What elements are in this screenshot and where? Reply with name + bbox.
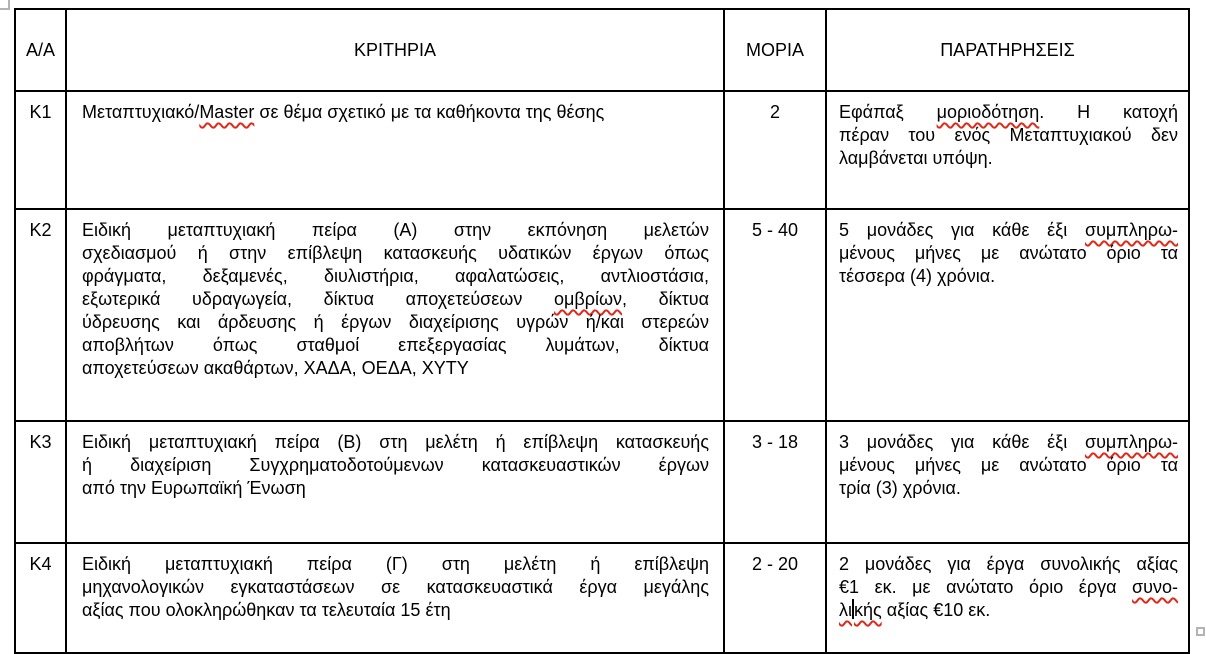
- header-cell-criteria: ΚΡΙΤΗΡΙΑ: [66, 9, 724, 91]
- text-line: [82, 288, 709, 311]
- text-line: [839, 599, 1178, 622]
- row-id-cell: K2: [15, 209, 66, 421]
- header-cell-points: ΜΟΡΙΑ: [724, 9, 826, 91]
- table-resize-handle-icon[interactable]: [1196, 627, 1205, 636]
- header-cell-aa: Α/Α: [15, 9, 66, 91]
- criteria-cell: [66, 543, 724, 653]
- remarks-cell: [826, 209, 1189, 421]
- text-segment: αξίας που ολοκληρώθηκαν τα τελευταία 15 έτη: [82, 600, 451, 620]
- text-line: [839, 265, 1178, 288]
- text-segment: αποβλήτων όπως σταθμοί επεξεργασίας λυμάτων, δίκτυα: [82, 335, 709, 355]
- text-segment: εξωτερικά υδραγωγεία, δίκτυα αποχετεύσεων: [82, 289, 554, 309]
- table-move-handle-icon[interactable]: [0, 0, 10, 10]
- text-line: [82, 334, 709, 357]
- text-segment: από την Ευρωπαϊκή Ένωση: [82, 478, 306, 498]
- text-segment: αξίας €10 εκ.: [881, 600, 991, 620]
- table-row: [15, 91, 1189, 209]
- text-segment: σχεδιασμού ή στην επίβλεψη κατασκευής υδατικών έργων όπως: [82, 243, 709, 263]
- criteria-cell: [66, 91, 724, 209]
- remarks-cell: [826, 543, 1189, 653]
- criteria-cell: [66, 421, 724, 543]
- text-segment: Ειδική μεταπτυχιακή πείρα (Γ) στη μελέτη ή επίβλεψη: [82, 554, 709, 574]
- text-line: [82, 454, 709, 477]
- text-line: [82, 265, 709, 288]
- text-segment: τέσσερα (4) χρόνια.: [839, 266, 996, 286]
- text-line: [839, 124, 1178, 147]
- text-line: [82, 101, 709, 124]
- text-line: [839, 576, 1178, 599]
- table-body: [15, 91, 1189, 653]
- table-header-row: [15, 9, 1189, 91]
- misspelled-word: κής: [854, 600, 882, 620]
- row-id-cell: K1: [15, 91, 66, 209]
- text-line: [839, 147, 1178, 170]
- text-segment: μένους μήνες με ανώτατο όριο τα: [839, 243, 1178, 263]
- points-cell: 3 - 18: [724, 421, 826, 543]
- text-segment: Εφάπαξ: [839, 102, 937, 122]
- text-segment: μένους μήνες με ανώτατο όριο τα: [839, 455, 1178, 475]
- text-segment: €1 εκ. με ανώτατο όριο έργα: [839, 577, 1133, 597]
- text-line: [82, 576, 709, 599]
- text-segment: Μεταπτυχιακό/: [82, 102, 200, 122]
- text-line: [82, 219, 709, 242]
- criteria-scoring-table: [14, 8, 1190, 654]
- row-id-cell: K3: [15, 421, 66, 543]
- text-segment: ή διαχείριση Συγχρηματοδοτούμενων κατασκευαστικών έργων: [82, 455, 709, 475]
- text-segment: φράγματα, δεξαμενές, διυλιστήρια, αφαλατώσεις, αντλιοστάσια,: [82, 266, 709, 286]
- table-row: [15, 421, 1189, 543]
- text-segment: σε θέμα σχετικό με τα καθήκοντα της θέσης: [254, 102, 605, 122]
- text-segment: Ειδική μεταπτυχιακή πείρα (Α) στην εκπόνηση μελετών: [82, 220, 709, 240]
- remarks-cell: [826, 421, 1189, 543]
- text-line: [839, 454, 1178, 477]
- misspelled-word: συμπληρω-: [1084, 220, 1178, 240]
- text-line: [839, 553, 1178, 576]
- row-id-cell: K4: [15, 543, 66, 653]
- text-line: [839, 219, 1178, 242]
- text-line: [839, 101, 1178, 124]
- text-line: [82, 242, 709, 265]
- text-line: [82, 553, 709, 576]
- text-line: [839, 431, 1178, 454]
- text-line: [839, 477, 1178, 500]
- text-segment: μηχανολογικών εγκαταστάσεων σε κατασκευαστικά έργα μεγάλης: [82, 577, 709, 597]
- misspelled-word: λι: [839, 600, 852, 620]
- misspelled-word: συμπληρω-: [1084, 432, 1178, 452]
- remarks-cell: [826, 91, 1189, 209]
- text-line: [82, 357, 709, 380]
- points-cell: 2 - 20: [724, 543, 826, 653]
- criteria-cell: [66, 209, 724, 421]
- misspelled-word: Master: [199, 102, 255, 122]
- points-cell: 5 - 40: [724, 209, 826, 421]
- text-segment: πέραν του ενός Μεταπτυχιακού δεν: [839, 125, 1178, 145]
- text-segment: λαμβάνεται υπόψη.: [839, 148, 993, 168]
- text-segment: ύδρευσης και άρδευσης ή έργων διαχείρισης υγρών ή/και στερεών: [82, 312, 709, 332]
- text-segment: . Η κατοχή: [1039, 102, 1179, 122]
- misspelled-word: συνο-: [1132, 577, 1178, 597]
- table-row: [15, 209, 1189, 421]
- text-segment: 5 μονάδες για κάθε έξι: [839, 220, 1085, 240]
- text-line: [82, 477, 709, 500]
- text-segment: τρία (3) χρόνια.: [839, 478, 961, 498]
- text-segment: 3 μονάδες για κάθε έξι: [839, 432, 1085, 452]
- text-segment: Ειδική μεταπτυχιακή πείρα (Β) στη μελέτη ή επίβλεψη κατασκευής: [82, 432, 709, 452]
- misspelled-word: μοριοδότηση: [936, 102, 1040, 122]
- header-cell-remarks: ΠΑΡΑΤΗΡΗΣΕΙΣ: [826, 9, 1189, 91]
- text-line: [82, 311, 709, 334]
- text-segment: αποχετεύσεων ακαθάρτων, ΧΑΔΑ, ΟΕΔΑ, ΧΥΤΥ: [82, 358, 469, 378]
- misspelled-word: ομβρίων: [553, 289, 622, 309]
- text-line: [839, 242, 1178, 265]
- text-segment: , δίκτυα: [622, 289, 709, 309]
- text-line: [82, 431, 709, 454]
- text-line: [82, 599, 709, 622]
- points-cell: 2: [724, 91, 826, 209]
- table-row: [15, 543, 1189, 653]
- text-segment: 2 μονάδες για έργα συνολικής αξίας: [839, 554, 1178, 574]
